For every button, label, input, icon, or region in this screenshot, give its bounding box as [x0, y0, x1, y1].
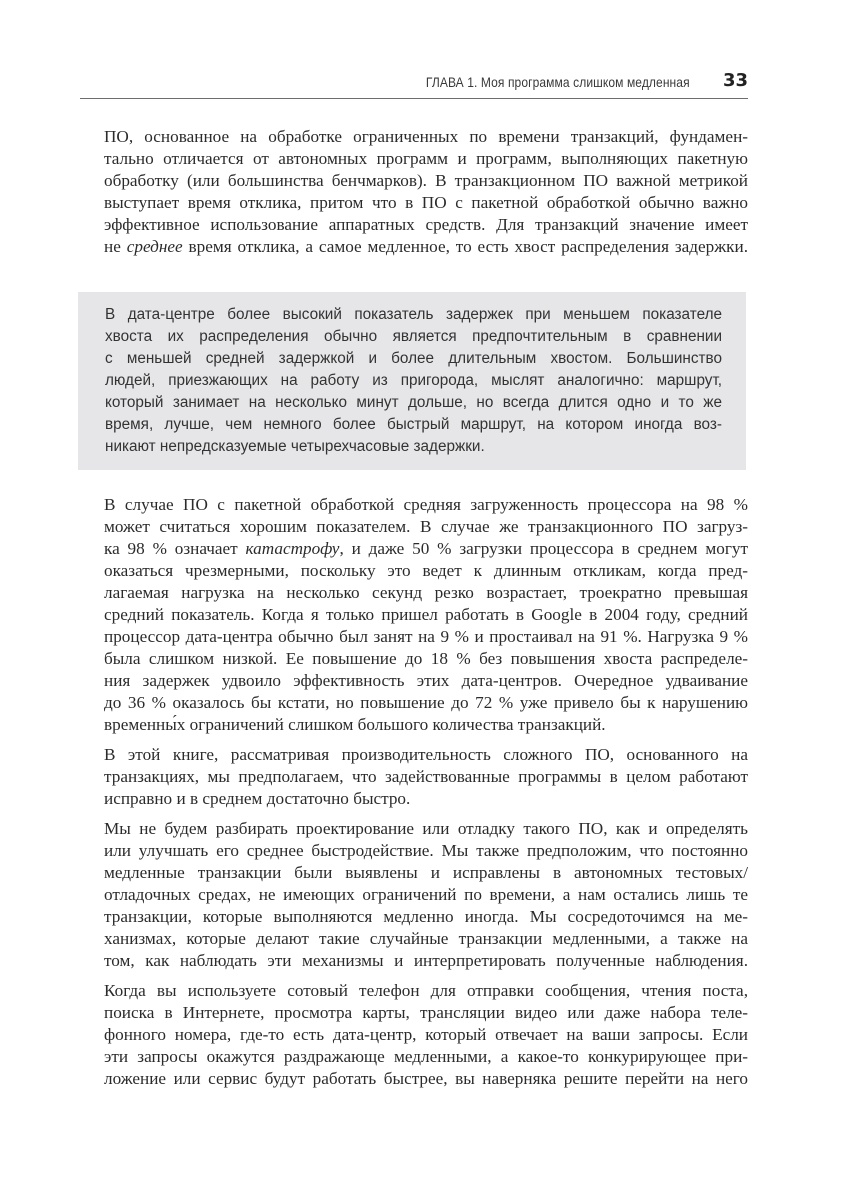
text-line: В случае ПО с пакетной обработкой средняя загруженность процессора на 98 %: [104, 495, 748, 514]
text-line: поиска в Интернете, просмотра карты, трансляции видео или даже набора теле-: [104, 1003, 748, 1022]
emphasis: катастрофу: [245, 539, 340, 558]
text-line: временны́х ограничений слишком большого количества транзакций.: [104, 715, 606, 734]
emphasis: среднее: [126, 237, 183, 256]
note-box: [78, 292, 746, 470]
text-line: ханизмах, которые делают такие случайные транзакции медленными, а также на: [104, 929, 748, 948]
paragraph-1: [104, 126, 748, 258]
page-number: 33: [722, 70, 748, 91]
text-line: эти запросы окажутся раздражающе медленными, а какое-то конкурирующее при-: [104, 1047, 748, 1066]
text-line: фонного номера, где-то есть дата-центр, который отвечает на ваши запросы. Если: [104, 1025, 748, 1044]
paragraph-5: [104, 980, 748, 1090]
note-line: никают непредсказуемые четырехчасовые задержки.: [105, 438, 485, 455]
text-line: транзакции, которые выполняются медленно иногда. Мы сосредоточимся на ме-: [104, 907, 748, 926]
note-line: людей, приезжающих на работу из пригорода, мыслят аналогично: маршрут,: [105, 372, 722, 389]
note-line: с меньшей средней задержкой и более длительным хвостом. Большинство: [105, 350, 722, 367]
text-line: до 36 % оказалось бы кстати, но повышение до 72 % уже привело бы к нарушению: [104, 693, 748, 712]
text-line: Когда вы используете сотовый телефон для отправки сообщения, чтения поста,: [104, 981, 748, 1000]
paragraph-2: [104, 494, 748, 736]
text-line: процессор дата-центра обычно был занят на 9 % и простаивал на 91 %. Нагрузка 9 %: [104, 627, 748, 646]
note-line: который занимает на несколько минут дольше, но всегда длится одно и то же: [105, 394, 722, 411]
text-line: была слишком низкой. Ее повышение до 18 % без повышения хвоста распределе-: [104, 649, 748, 668]
text-line: может считаться хорошим показателем. В случае же транзакционного ПО загруз-: [104, 517, 748, 536]
text-line: эффективное использование аппаратных средств. Для транзакций значение имеет: [104, 215, 748, 234]
note-text: [105, 304, 722, 458]
paragraph-4: [104, 818, 748, 972]
text-segment: ка 98 % означает: [104, 539, 246, 558]
note-line: время, лучше, чем немного более быстрый маршрут, на котором иногда воз-: [105, 416, 722, 433]
note-line: В дата-центре более высокий показатель задержек при меньшем показателе: [105, 306, 722, 323]
text-line: В этой книге, рассматривая производительность сложного ПО, основанного на: [104, 745, 748, 764]
text-line: отладочных средах, не имеющих ограничений по времени, а нам остались лишь те: [104, 885, 748, 904]
note-line: хвоста их распределения обычно является предпочтительным в сравнении: [105, 328, 722, 345]
text-line: лагаемая нагрузка на несколько секунд резко возрастает, троекратно превышая: [104, 583, 748, 602]
text-segment: , и даже 50 % загрузки процессора в среднем могут: [339, 539, 748, 558]
text-segment: не: [104, 237, 127, 256]
text-line: ПО, основанное на обработке ограниченных по времени транзакций, фундамен-: [104, 127, 748, 146]
running-header: [80, 68, 748, 99]
text-line: выступает время отклика, притом что в ПО с пакетной обработкой обычно важно: [104, 193, 748, 212]
text-line: ложение или сервис будут работать быстрее, вы наверняка решите перейти на него: [104, 1069, 748, 1088]
text-line: ния задержек удвоило эффективность этих дата-центров. Очередное удваивание: [104, 671, 748, 690]
text-line: обработку (или большинства бенчмарков). В транзакционном ПО важной метрикой: [104, 171, 748, 190]
text-line: или улучшать его среднее быстродействие. Мы также предположим, что постоянно: [104, 841, 748, 860]
text-line: том, как наблюдать эти механизмы и интерпретировать полученные наблюдения.: [104, 951, 748, 970]
text-line: Мы не будем разбирать проектирование или отладку такого ПО, как и определять: [104, 819, 748, 838]
chapter-title: ГЛАВА 1. Моя программа слишком медленная: [426, 74, 690, 90]
text-line: транзакциях, мы предполагаем, что задействованные программы в целом работают: [104, 767, 748, 786]
text-line: средний показатель. Когда я только пришел работать в Google в 2004 году, средний: [104, 605, 748, 624]
text-line: медленные транзакции были выявлены и исправлены в автономных тестовых/: [104, 863, 748, 882]
text-line: [104, 236, 748, 258]
text-line: тально отличается от автономных программ и программ, выполняющих пакетную: [104, 149, 748, 168]
text-line: оказаться чрезмерными, поскольку это ведет к длинным откликам, когда пред-: [104, 561, 748, 580]
text-segment: время отклика, а самое медленное, то есть хвост распределения задержки.: [182, 237, 748, 256]
text-line: исправно и в среднем достаточно быстро.: [104, 789, 411, 808]
paragraph-3: [104, 744, 748, 810]
text-line: [104, 538, 748, 560]
